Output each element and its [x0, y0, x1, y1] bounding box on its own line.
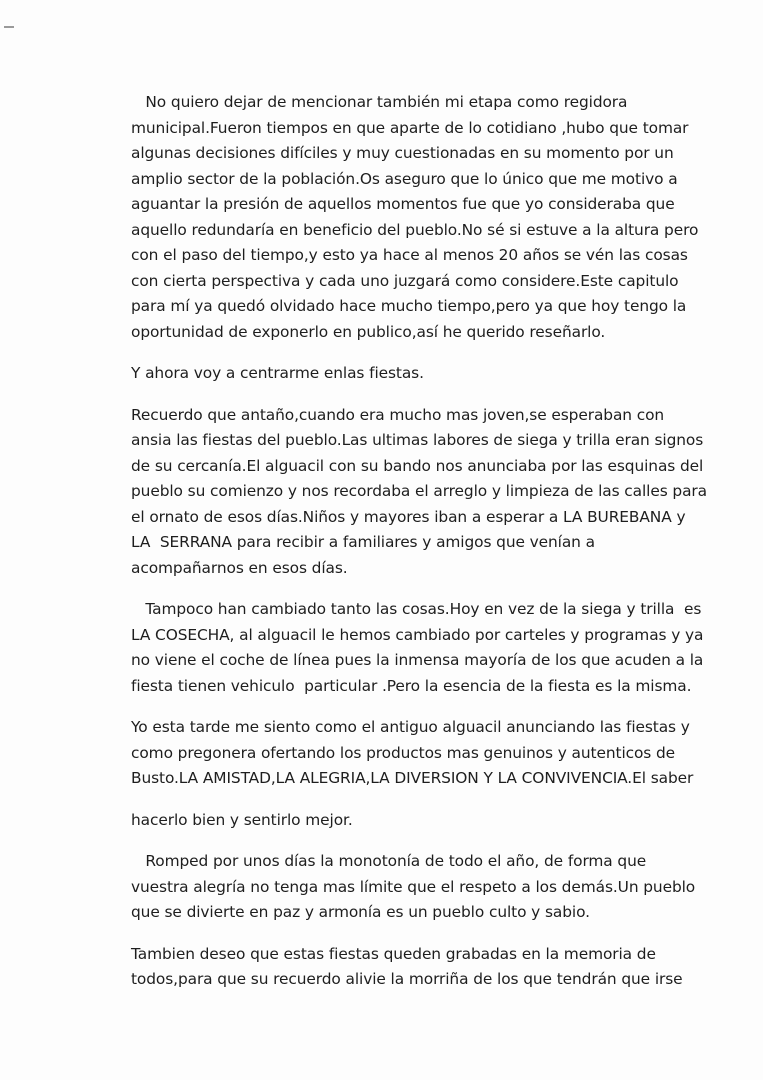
- paragraph-romped: [131, 849, 696, 926]
- text-line: Tambien deseo que estas fiestas queden grabadas en la memoria de: [131, 944, 656, 963]
- text-line: vuestra alegría no tenga mas límite que el respeto a los demás.Un pueblo: [131, 877, 696, 896]
- text-line: aguantar la presión de aquellos momentos fue que yo consideraba que: [131, 195, 675, 213]
- document-body: [131, 90, 707, 1009]
- text-line: fiesta tienen vehiculo particular .Pero la esencia de la fiesta es la misma.: [131, 676, 692, 695]
- paragraph-antano: [131, 403, 707, 582]
- text-line: todos,para que su recuerdo alivie la morriña de los que tendrán que irse: [131, 970, 683, 988]
- text-line: algunas decisiones difíciles y muy cuestionadas en su momento por un: [131, 144, 674, 162]
- paragraph-tampoco: [131, 597, 704, 699]
- text-line: LA COSECHA, al alguacil le hemos cambiado por carteles y programas y ya: [131, 625, 704, 644]
- text-line: de su cercanía.El alguacil con su bando nos anunciaba por las esquinas del: [131, 456, 704, 475]
- text-line: Recuerdo que antaño,cuando era mucho mas joven,se esperaban con: [131, 405, 665, 424]
- text-line: con cierta perspectiva y cada uno juzgará como considere.Este capitulo: [131, 271, 679, 290]
- text-line: acompañarnos en esos días.: [131, 558, 348, 577]
- text-line: ansia las fiestas del pueblo.Las ultimas labores de siega y trilla eran signos: [131, 431, 704, 449]
- scan-mark: [4, 26, 14, 28]
- text-line: amplio sector de la población.Os aseguro que lo único que me motivo a: [131, 169, 678, 188]
- text-line: Yo esta tarde me siento como el antiguo alguacil anunciando las fiestas y: [131, 718, 690, 736]
- text-line: Romped por unos días la monotonía de todo el año, de forma que: [131, 852, 647, 870]
- paragraph-tambien: [131, 942, 691, 993]
- paragraph-regidora: [131, 90, 699, 345]
- text-line: el ornato de esos días.Niños y mayores iban a esperar a LA BUREBANA y: [131, 507, 686, 526]
- text-line: como pregonera ofertando los productos mas genuinos y autenticos de: [131, 743, 676, 762]
- paragraph-fiestas-intro: [131, 361, 691, 387]
- text-line: No quiero dejar de mencionar también mi etapa como regidora: [131, 93, 628, 111]
- text-line: municipal.Fueron tiempos en que aparte de lo cotidiano ,hubo que tomar: [131, 118, 689, 137]
- text-line: oportunidad de exponerlo en publico,así he querido reseñarlo.: [131, 322, 606, 341]
- text-line: con el paso del tiempo,y esto ya hace al menos 20 años se vén las cosas: [131, 246, 688, 264]
- text-line: no viene el coche de línea pues la inmensa mayoría de los que acuden a la: [131, 651, 704, 669]
- text-line: pueblo su comienzo y nos recordaba el arreglo y limpieza de las calles para: [131, 482, 707, 500]
- text-line: aquello redundaría en beneficio del pueblo.No sé si estuve a la altura pero: [131, 220, 699, 239]
- text-line: para mí ya quedó olvidado hace mucho tiempo,pero ya que hoy tengo la: [131, 297, 687, 315]
- text-line: LA SERRANA para recibir a familiares y amigos que venían a: [131, 533, 595, 551]
- text-line: Y ahora voy a centrarme enlas fiestas.: [131, 364, 424, 382]
- text-line: Busto.LA AMISTAD,LA ALEGRIA,LA DIVERSION Y LA CONVIVENCIA.El saber: [131, 769, 694, 787]
- paragraph-pregonera: [131, 715, 694, 792]
- text-line: Tampoco han cambiado tanto las cosas.Hoy en vez de la siega y trilla es: [131, 600, 702, 618]
- text-line: hacerlo bien y sentirlo mejor.: [131, 810, 353, 829]
- paragraph-hacerlo: [131, 808, 691, 834]
- text-line: que se divierte en paz y armonía es un pueblo culto y sabio.: [131, 903, 590, 921]
